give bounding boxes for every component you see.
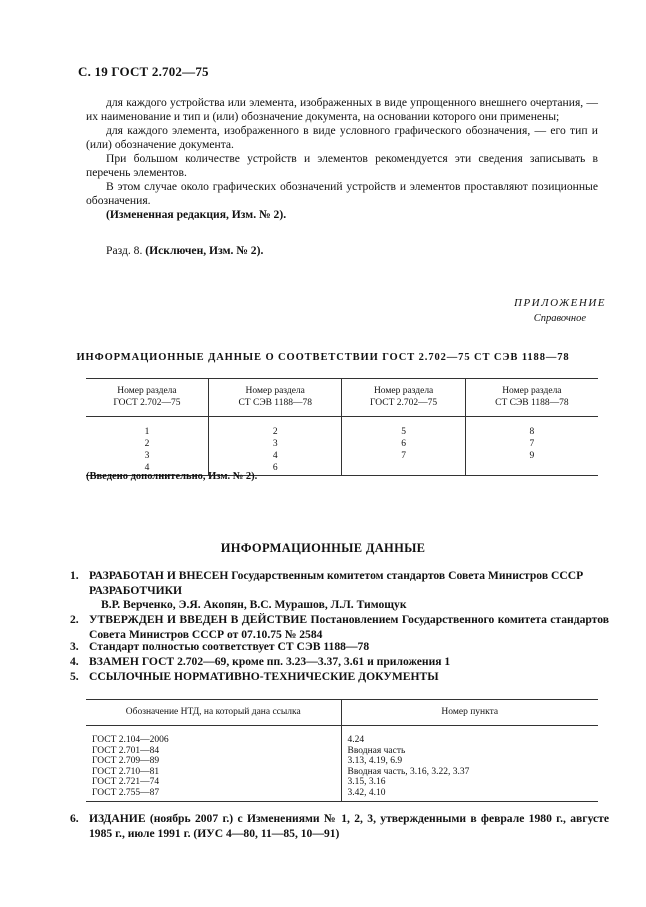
table-row [86, 756, 598, 767]
intro-text [86, 96, 598, 222]
item-number: 2. [70, 613, 79, 626]
item-number: 6. [70, 812, 79, 825]
table-cell: 3.42, 4.10 [341, 788, 598, 802]
page-header: С. 19 ГОСТ 2.702—75 [78, 64, 209, 79]
table-cell: 2 [208, 417, 342, 439]
item-number: 4. [70, 655, 79, 668]
info-heading: ИНФОРМАЦИОННЫЕ ДАННЫЕ [220, 541, 426, 555]
table-cell: 7 [465, 438, 598, 450]
table-cell: ГОСТ 2.104—2006 [92, 735, 169, 745]
item-number: 1. [70, 569, 79, 582]
table-row [86, 777, 598, 788]
table-header-row [86, 700, 598, 726]
column-header: Номер раздела ГОСТ 2.702—75 [86, 379, 208, 417]
item-line: РАЗРАБОТАН И ВНЕСЕН Государственным комитетом стандартов Совета Министров СССР [89, 569, 584, 582]
item-text: Стандарт полностью соответствует СТ СЭВ 1188—78 [89, 640, 370, 653]
table-cell: 1 [144, 427, 150, 437]
table-row [86, 767, 598, 778]
item-line: РАЗРАБОТЧИКИ [89, 583, 183, 597]
table-row [86, 417, 598, 439]
table-row [86, 726, 598, 746]
table-cell: ГОСТ 2.709—89 [92, 756, 160, 766]
appendix-title: ПРИЛОЖЕНИЕ [514, 297, 606, 309]
column-header: Номер раздела ГОСТ 2.702—75 [342, 379, 465, 417]
developers-list: В.Р. Верченко, Э.Я. Акопян, В.С. Мурашов, Л.Л. Тимощук [101, 598, 407, 611]
table-row [86, 788, 598, 802]
appendix-subtitle: Справочное [533, 313, 586, 324]
table1-title: ИНФОРМАЦИОННЫЕ ДАННЫЕ О СООТВЕТСТВИИ ГОСТ 2.702—75 СТ СЭВ 1188—78 [76, 352, 570, 363]
reference-docs-table [86, 699, 598, 802]
column-header: Номер пункта [341, 700, 598, 726]
table-row [86, 450, 598, 462]
table-cell: 4.24 [341, 726, 598, 746]
table-cell [465, 462, 598, 476]
item-number: 3. [70, 640, 79, 653]
table-cell: Вводная часть [341, 746, 598, 757]
item-text: ИЗДАНИЕ (ноябрь 2007 г.) с Изменениями № 1, 2, 3, утвержденными в феврале 1980 г., августе 1985 г., июле 1991 г. (ИУС 4—80, 11—85, 10—91) [89, 812, 609, 840]
table1-note: (Введено дополнительно, Изм. № 2). [86, 471, 258, 482]
column-header: Номер раздела СТ СЭВ 1188—78 [465, 379, 598, 417]
table-row [86, 746, 598, 757]
table-cell: Вводная часть, 3.16, 3.22, 3.37 [341, 767, 598, 778]
table-cell: ГОСТ 2.721—74 [92, 777, 160, 787]
table-cell: 3.13, 4.19, 6.9 [341, 756, 598, 767]
table-cell: 3 [144, 451, 150, 461]
table-cell: 6 [208, 462, 342, 476]
table-cell: ГОСТ 2.755—87 [86, 788, 341, 802]
section-8-status: (Исключен, Изм. № 2). [145, 244, 264, 257]
paragraph: для каждого устройства или элемента, изображенных в виде упрощенного внешнего очертания, — их наименование и тип и (или) обозначение документа, на основании которого они применены; [86, 96, 598, 123]
table-cell: 3.15, 3.16 [341, 777, 598, 788]
item-number: 5. [70, 670, 79, 683]
table-cell: 8 [465, 417, 598, 439]
paragraph: При большом количестве устройств и элементов рекомендуется эти сведения записывать в перечень элементов. [86, 152, 598, 179]
table-cell: 2 [144, 439, 150, 449]
table-cell: ГОСТ 2.701—84 [92, 745, 160, 756]
table-cell [342, 462, 465, 476]
table-cell: 4 [208, 450, 342, 462]
item-text: ВЗАМЕН ГОСТ 2.702—69, кроме пп. 3.23—3.37, 3.61 и приложения 1 [89, 655, 451, 668]
correspondence-table [86, 378, 598, 476]
table-cell: ГОСТ 2.710—81 [92, 766, 160, 777]
item-text: ССЫЛОЧНЫЕ НОРМАТИВНО-ТЕХНИЧЕСКИЕ ДОКУМЕНТЫ [89, 670, 439, 683]
table-cell: 5 [342, 417, 465, 439]
table-header-row [86, 379, 598, 417]
amendment-note: (Измененная редакция, Изм. № 2). [106, 208, 287, 221]
table-cell: 3 [208, 438, 342, 450]
item-text [89, 569, 609, 613]
column-header: Обозначение НТД, на который дана ссылка [86, 700, 341, 726]
section-8-note [106, 244, 263, 257]
table-cell: 7 [342, 450, 465, 462]
paragraph: для каждого элемента, изображенного в виде условного графического обозначения, — его тип и (или) обозначение документа. [86, 124, 598, 151]
table-cell: 4 [86, 462, 208, 476]
table-cell: 6 [342, 438, 465, 450]
item-text: УТВЕРЖДЕН И ВВЕДЕН В ДЕЙСТВИЕ Постановлением Государственного комитета стандартов Совета Министров СССР от 07.10.75 № 2584 [89, 613, 609, 641]
section-8-prefix: Разд. 8. [106, 244, 146, 257]
paragraph: В этом случае около графических обозначений устройств и элементов проставляют позиционные обозначения. [86, 180, 598, 207]
column-header: Номер раздела СТ СЭВ 1188—78 [208, 379, 342, 417]
table-row [86, 438, 598, 450]
table-cell: 9 [465, 450, 598, 462]
